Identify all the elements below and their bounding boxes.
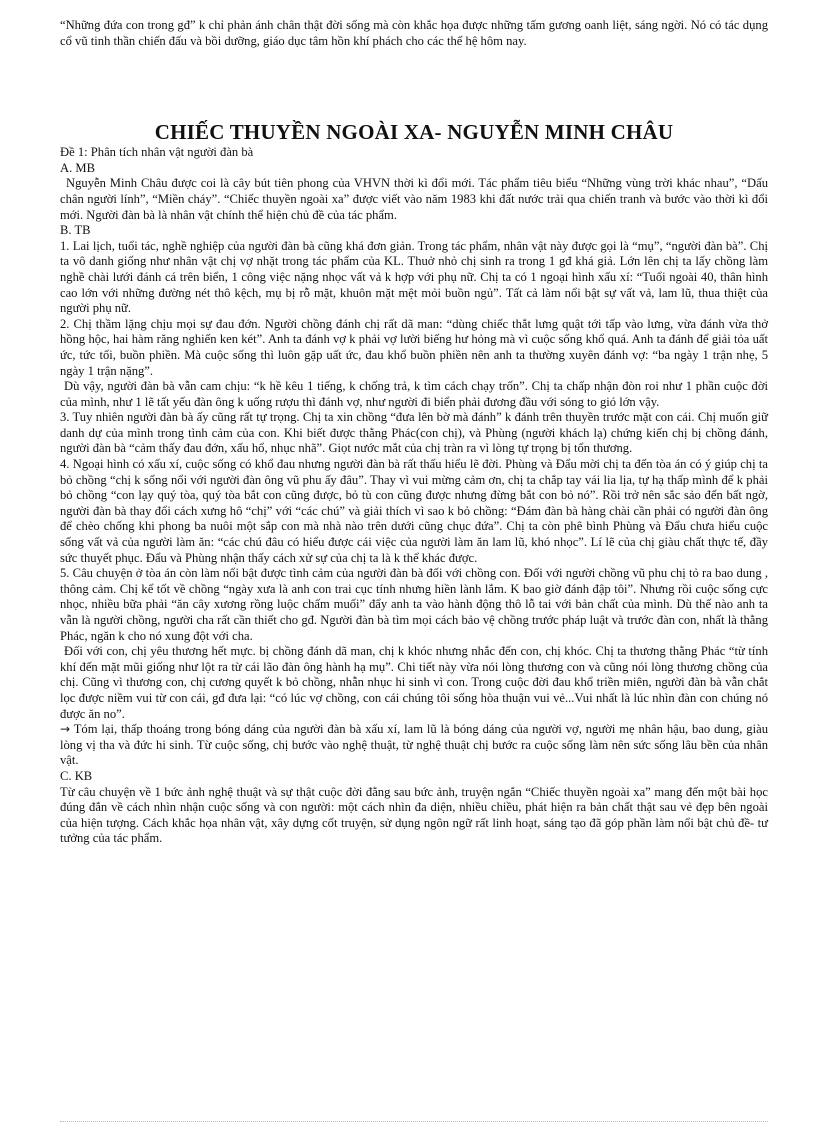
- tb-paragraph-4: 4. Ngoại hình có xấu xí, cuộc sống có khổ đau nhưng người đàn bà rất thấu hiểu lẽ đời. Phùng và Đẩu mời chị ta đến tòa án có ý giúp chị ta bỏ chồng “chị k sống nổi với người đàn ông vũ phu ấy đâu”. Thay vì vui mừng cảm ơn, chị ta chắp tay vái lia lịa, tự hạ thấp mình để k phải bỏ chồng “con lạy quý tòa, quý tòa bắt con cũng được, bỏ tù con cũng được nhưng đừng bắt con bỏ nó”. Rồi trở nên sắc sảo đến bất ngờ, người đàn bà thay đổi cách xưng hô “chị” với “các chú” và giải thích vì sao k bỏ chồng: “Đám đàn bà hàng chài cần phải có người đàn ông để chèo chống khi phong ba nuôi một sắp con mà nhà nào trên dưới cũng chục đứa”. Chị ta còn phê bình Phùng và Đẩu chưa hiểu cuộc sống vất vả của người làm ăn: “các chú đâu có hiểu được cái việc của người làm ăn lam lũ, khó nhọc”. Lí lẽ của chị giàu chất thực tế, đầy sức thuyết phục. Đẩu và Phùng nhận thấy cách xử sự của chị ta là k thể khác được.: [60, 457, 768, 565]
- section-heading-mb: A. MB: [60, 160, 95, 175]
- tb-paragraph-1: 1. Lai lịch, tuổi tác, nghề nghiệp của người đàn bà cũng khá đơn giản. Trong tác phẩm, nhân vật này được gọi là “mụ”, “người đàn bà”. Chị ta vô danh giống như nhân vật chị vợ nhặt trong tác phẩm của KL. Thuở nhỏ chị sinh ra trong 1 gđ khá giả. Lớn lên chị ta lấy chồng làm nghề chài lưới đánh cá trên biển, 1 công việc nặng nhọc vất vả k hợp với phụ nữ. Chị ta có 1 ngoại hình xấu xí: “Tuổi ngoài 40, thân hình cao lớn với những đường nét thô kệch, mụ bị rỗ mặt, khuôn mặt mệt mỏi buồn ngủ”. Tất cả làm nổi bật sự vất vả, lam lũ, thua thiệt của người phụ nữ.: [60, 238, 768, 316]
- section-heading-tb: B. TB: [60, 223, 91, 238]
- section-heading-kb: C. KB: [60, 768, 93, 783]
- summary-paragraph: [60, 722, 768, 769]
- right-arrow-icon: →: [60, 722, 71, 737]
- kb-paragraph: Từ câu chuyện về 1 bức ảnh nghệ thuật và sự thật cuộc đời đằng sau bức ảnh, truyện ngắn “Chiếc thuyền ngoài xa” mang đến một bài học đúng đắn về cách nhìn nhận cuộc sống và con người: một cách nhìn đa diện, nhiều chiều, phát hiện ra bản chất thật sau vẻ đẹp bên ngoài của hiện tượng. Cách khắc họa nhân vật, xây dựng cốt truyện, sử dụng ngôn ngữ rất linh hoạt, sáng tạo đã góp phần làm nổi bật chủ đề- tư tưởng của tác phẩm.: [60, 784, 768, 846]
- mb-paragraph: Nguyễn Minh Châu được coi là cây bút tiên phong của VHVN thời kì đổi mới. Tác phẩm tiêu biểu “Những vùng trời khác nhau”, “Dấu chân người lính”, “Miền cháy”. “Chiếc thuyền ngoài xa” được viết vào năm 1983 khi đất nước trải qua chiến tranh và bước vào thời kì đổi mới. Người đàn bà là nhân vật chính thể hiện chủ đề của tác phẩm.: [60, 176, 768, 222]
- summary-text: Tóm lại, thấp thoáng trong bóng dáng của người đàn bà xấu xí, lam lũ là bóng dáng của người vợ, người mẹ nhân hậu, bao dung, giàu lòng vị tha và đức hi sinh. Từ cuộc sống, chị bước vào nghệ thuật, từ nghệ thuật chị bước ra cuộc sống làm nên sức sống lâu bền của nhân vật.: [60, 722, 768, 768]
- essay-topic: Đề 1: Phân tích nhân vật người đàn bà: [60, 145, 254, 160]
- tb-paragraph-5: 5. Câu chuyện ở tòa án còn làm nổi bật được tình cảm của người đàn bà đối với chồng con. Đối với người chồng vũ phu chị tỏ ra bao dung , thông cảm. Chị kể tốt về chồng “ngày xưa là anh con trai cục tính nhưng hiền lành lắm. K bao giờ đánh đập tôi”. Nhưng rồi cuộc sống cực nhọc, nhiều bữa phải “ăn cây xương rồng luộc chấm muối” đẩy anh ta vào hành động thô lỗ tai với bản chất của mình. Dù thế nào anh ta vẫn là người chồng, người cha rất cần thiết cho gđ. Người đàn bà tìm mọi cách bảo vệ chồng trước pháp luật và trước đàn con, nhất là thằng Phác, ngăn k cho nó xung đột với cha.: [60, 566, 768, 643]
- intro-paragraph: “Những đứa con trong gđ” k chỉ phản ánh chân thật đời sống mà còn khắc họa được những tấm gương oanh liệt, sáng ngời. Nó có tác dụng cổ vũ tinh thần chiến đấu và bồi dưỡng, giáo dục tâm hồn khí phách cho các thế hệ hôm nay.: [60, 18, 768, 48]
- tb-paragraph-5b: Đối với con, chị yêu thương hết mực. bị chồng đánh dã man, chị k khóc nhưng nhắc đến con, chị khóc. Chị ta thương thằng Phác “từ tính khí đến mặt mũi giống như lột ra từ cái lão đàn ông hành hạ mụ”. Chi tiết này vừa nói lòng thương con và cũng nói lòng thương chồng của chị. Cũng vì thương con, chị cương quyết k bỏ chồng, nhẫn nhục hi sinh vì con. Trong cuộc đời đau khổ triền miên, người đàn bà vẫn chắt lọc được niềm vui từ con cái, gđ đưa lại: “có lúc vợ chồng, con cái chúng tôi sống hòa thuận vui vẻ...Vui nhất là lúc nhìn đàn con chúng nó được ăn no”.: [60, 644, 768, 721]
- tb-paragraph-2b: Dù vậy, người đàn bà vẫn cam chịu: “k hề kêu 1 tiếng, k chống trả, k tìm cách chạy trốn”. Chị ta chấp nhận đòn roi như 1 phần cuộc đời của mình, như 1 lẽ tất yếu đàn ông k uống rượu thì đánh vợ, như người đi biển phải đương đầu với sóng to gió lớn vậy.: [60, 379, 768, 409]
- tb-paragraph-3: 3. Tuy nhiên người đàn bà ấy cũng rất tự trọng. Chị ta xin chồng “đưa lên bờ mà đánh” k đánh trên thuyền trước mặt con cái. Chị muốn giữ danh dự của mình trong tình cảm của con. Khi biết được thằng Phác(con chị), và Phùng (người khách lạ) chứng kiến chị bị chồng đánh, người đàn bà “cảm thấy đau đớn, xấu hổ, nhục nhã”. Giọt nước mắt của chị tràn ra vì lòng tự trọng bị tổn thương.: [60, 410, 768, 456]
- document-page: [60, 18, 768, 847]
- page-bottom-divider: [60, 1121, 768, 1122]
- tb-paragraph-2: 2. Chị thầm lặng chịu mọi sự đau đớn. Người chồng đánh chị rất dã man: “dùng chiếc thắt lưng quật tới tấp vào lưng, vừa đánh vừa thở hồng hộc, hai hàm răng nghiến ken két”. Anh ta đánh vợ k phải vợ lười biếng hư hỏng mà vì cuộc sống khổ quá. Anh ta đánh để giải tỏa uất ức, tức tối, buồn phiền. Mà cuộc sống thì luôn gặp uất ức, đau khổ buồn phiền nên anh ta thường xuyên đánh vợ: “ba ngày 1 trận nhẹ, 5 ngày 1 trận nặng”.: [60, 316, 768, 378]
- page-title: CHIẾC THUYỀN NGOÀI XA- NGUYỄN MINH CHÂU: [154, 120, 674, 145]
